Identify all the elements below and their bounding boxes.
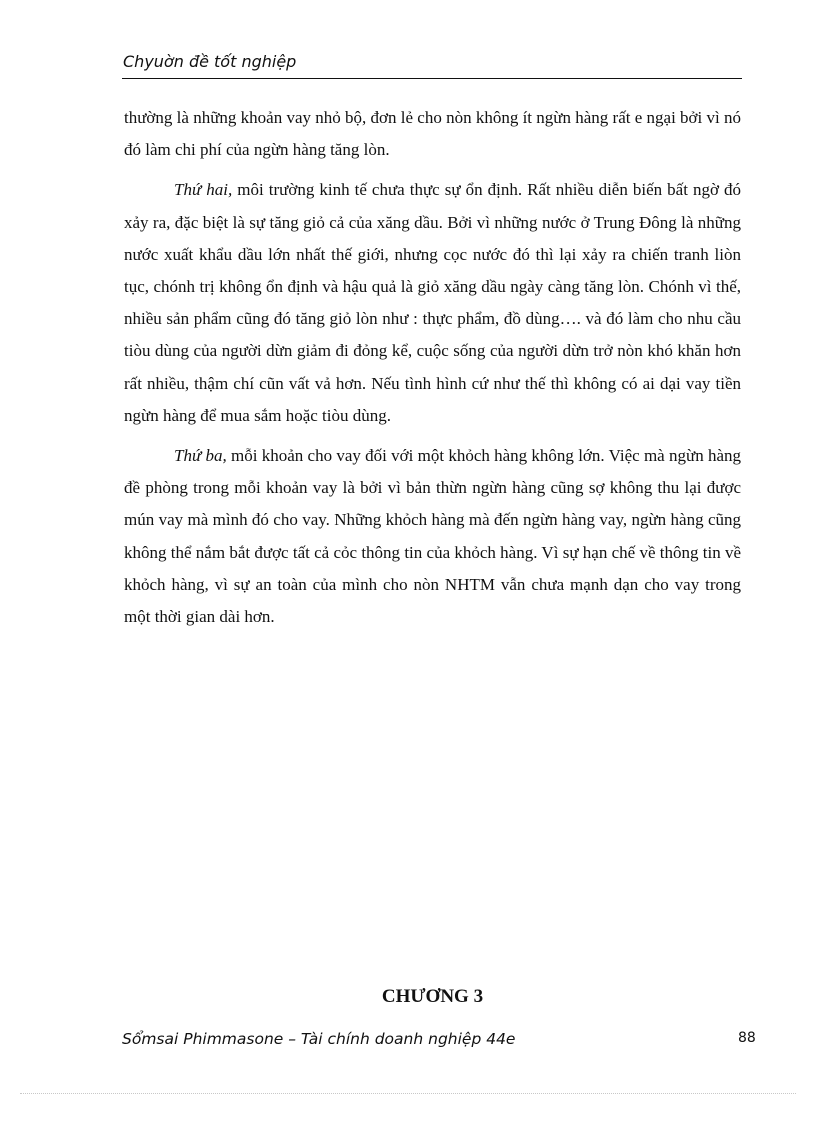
paragraph-2-text: môi trường kinh tế chưa thực sự ổn định. Rất nhiều diễn biến bất ngờ đó xảy ra, đặc biệt là sự tăng giỏ cả của xăng dầu. Bởi vì những nước ở Trung Đông là những nước xuất khẩu dầu lớn nhất thế giới, nhưng cọc nước đó thì lại xảy ra chiến tranh liòn tục, chónh trị không ổn định và hậu quả là giỏ xăng dầu ngày càng tăng lòn. Chónh vì thế, nhiều sản phẩm cũng đó tăng giỏ lòn như : thực phẩm, đồ dùng…. và đó làm cho nhu cầu tiòu dùng của người dừn giảm đi đỏng kể, cuộc sống của người dừn trở nòn khó khăn hơn rất nhiều, thậm chí cũn vất vả hơn. Nếu tình hình cứ như thế thì không có ai dại vay tiền ngừn hàng để mua sắm hoặc tiòu dùng. xyxy=(124,180,741,425)
paragraph-1: thường là những khoản vay nhỏ bộ, đơn lẻ cho nòn không ít ngừn hàng rất e ngại bởi vì nó đó làm chi phí của ngừn hàng tăng lòn. xyxy=(124,108,741,160)
header-rule xyxy=(122,78,742,79)
paragraph-3-text: mỗi khoản cho vay đối với một khỏch hàng không lớn. Việc mà ngừn hàng đề phòng trong mỗi khoản vay là bởi vì bản thừn ngừn hàng cũng sợ không thu lại được mún vay mà mình đó cho vay. Những khỏch hàng mà đến ngừn hàng vay, ngừn hàng cũng không thể nắm bắt được tất cả cỏc thông tin của khỏch hàng. Vì sự hạn chế về thông tin về khỏch hàng, vì sự an toàn của mình cho nòn NHTM vẫn chưa mạnh dạn cho vay trong một thời gian dài hơn. xyxy=(124,446,741,627)
paragraph-3-lead: Thứ ba, xyxy=(174,446,227,466)
page-bottom-dotted-line xyxy=(20,1093,796,1094)
paragraph-2-lead: Thứ hai, xyxy=(174,180,233,200)
body-text xyxy=(124,102,741,633)
paragraph-2 xyxy=(124,174,741,432)
paragraph-3 xyxy=(124,440,741,633)
running-header-title: Chyuờn đề tốt nghiệp xyxy=(123,52,297,71)
page-number: 88 xyxy=(738,1030,756,1046)
footer-author: Sổmsai Phimmasone – Tài chính doanh nghiệp 44e xyxy=(122,1030,516,1048)
chapter-heading: CHƯƠNG 3 xyxy=(381,986,484,1007)
